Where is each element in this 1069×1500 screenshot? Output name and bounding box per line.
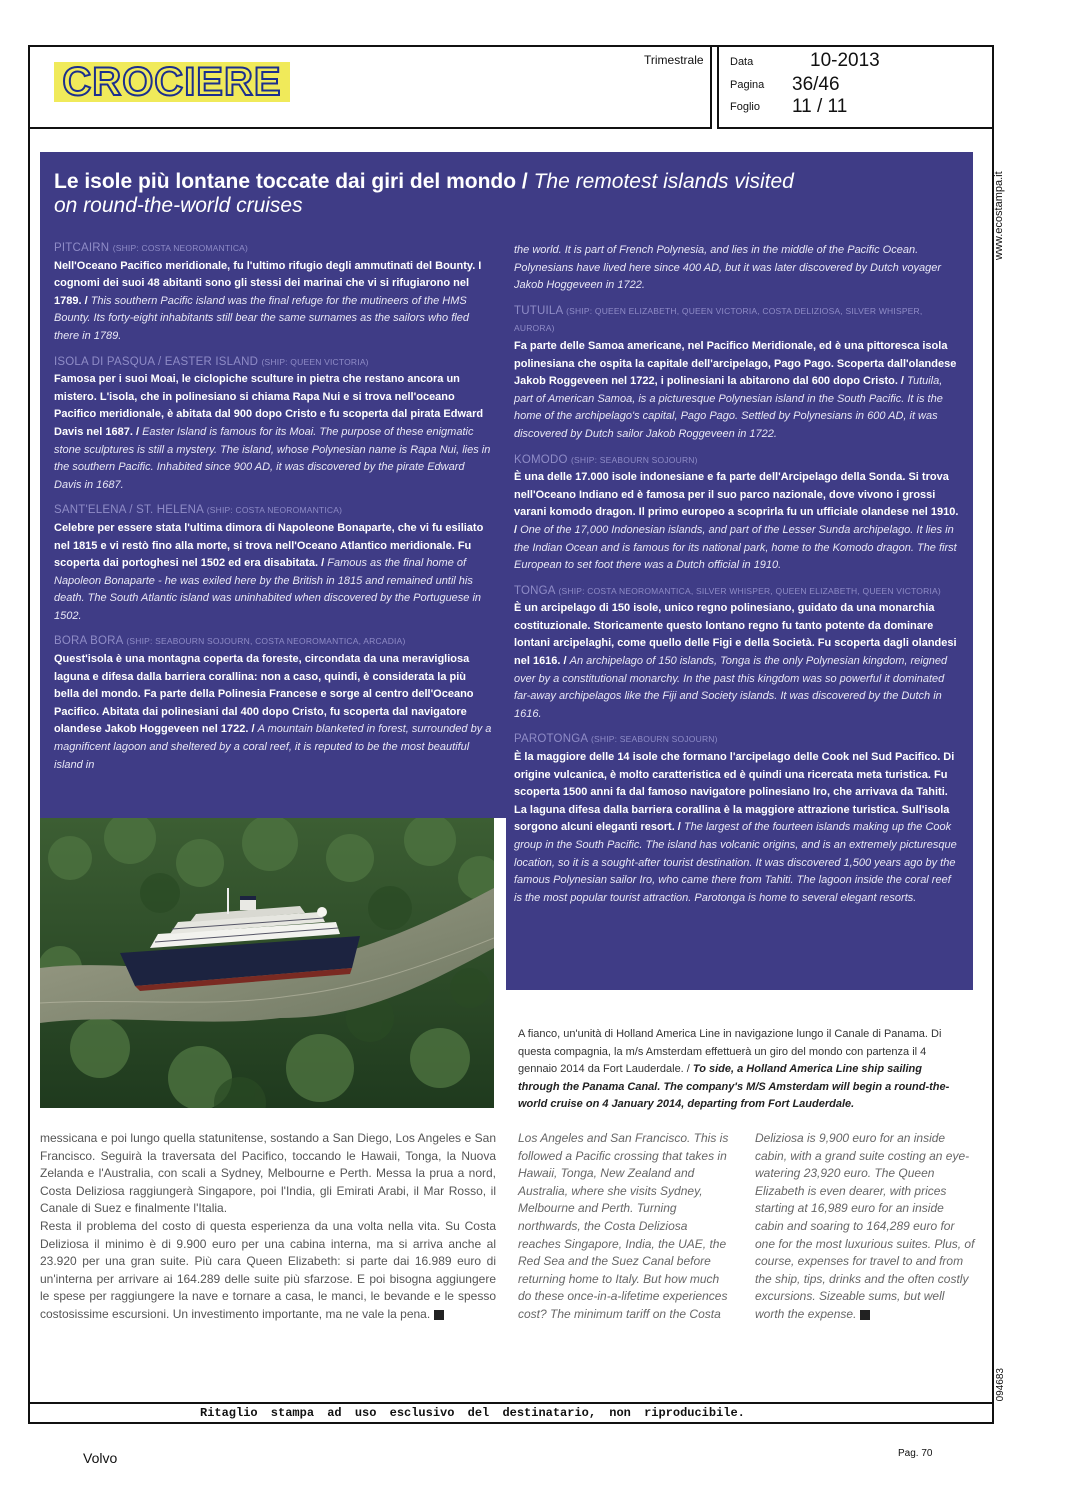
section-heading: BORA BORA (SHIP: SEABOURN SOJOURN, COSTA NEOROMANTICA, ARCADIA)	[54, 635, 406, 648]
footer-divider	[30, 1402, 992, 1404]
cruise-ship-photo	[40, 818, 494, 1108]
section-body: È una delle 17.000 isole indonesiane e fa parte dell'Arcipelago della Sonda. Si trova nell'Oceano Indiano ed è famosa per il suo parco nazionale, dove vivono i grossi varani komodo dragon. Il primo europeo a scoprirla fu un ufficiale olandese nel 1910. / One of the 17,000 Indonesian islands, and part of the Lesser Sunda archipelago. It lies in the Indian Ocean and is famous for its national park, home to the Komodo dragon. The first European to set foot there was a Dutch official in 1910.	[514, 471, 959, 572]
end-mark-icon	[434, 1310, 444, 1320]
section-heading: SANT'ELENA / ST. HELENA (SHIP: COSTA NEOROMANTICA)	[54, 504, 343, 517]
section-body: Famosa per i suoi Moai, le ciclopiche sculture in pietra che restano ancora un mistero. L'isola, che in polinesiano si chiama Rapa Nui e si trova nell'oceano Pacifico meridionale, è abitata dal 900 dopo Cristo e fu scoperta dal pirata Edward Davis nel 1687. / Easter Island is famous for its Moai. The purpose of these enigmatic stone sculptures is still a mystery. The island, whose Polynesian name is Rapa Nui, lies in the southern Pacific. Inhabited since 900 AD, it was discovered by the pirate Edward Davis in 1687.	[54, 373, 491, 491]
ecostampa-url: www.ecostampa.it	[993, 171, 1005, 260]
foglio-label: Foglio	[730, 101, 760, 113]
data-value: 10-2013	[810, 50, 880, 71]
data-label: Data	[730, 56, 754, 68]
foglio-value: 11 / 11	[792, 96, 848, 117]
feature-title: Le isole più lontane toccate dai giri del mondo / The remotest islands visited	[54, 170, 794, 193]
end-mark-icon	[860, 1310, 870, 1320]
section-body: Fa parte delle Samoa americane, nel Pacifico Meridionale, ed è una pittoresca isola polinesiana che ospita la capitale dell'arcipelago, Pago Pago. Scoperta dall'olandese Jakob Roggeveen nel 1722, i polinesiani la abitarono dal 600 dopo Cristo. / Tutuila, part of American Samoa, is a picturesque Polynesian island in the South Pacific. It is the home of the archipelago's capital, Pago Pago. Settled by Polynesians in 600 AD, it was discovered by Dutch sailor Jakob Roggeveen in 1722.	[514, 339, 957, 440]
section-body-continued: the world. It is part of French Polynesia, and lies in the middle of the Pacific Ocean. Polynesians have lived here since 400 AD, but it was later discovered by Dutch voyager Jakob Hoggeveen in 1722.	[514, 244, 941, 292]
section-body: È un arcipelago di 150 isole, unico regno polinesiano, guidato da una monarchia costituzionale. Storicamente questo lontano regno fu tanto potente da dominare lontani arcipelaghi, come quello delle Figi e della Società. Fu scoperta dagli olandesi nel 1616. / An archipelago of 150 islands, Tonga is the only Polynesian kingdom, reigned over by a constitutional monarchy. In the past this kingdom was so powerful it dominated far-away archipelagos like the Fiji and Society islands. It was discovered by the Dutch in 1616.	[514, 602, 957, 720]
section-body: Celebre per essere stata l'ultima dimora di Napoleone Bonaparte, che vi fu esiliato nel 1815 e vi restò fino alla morte, si trova nell'Oceano Atlantico meridionale. Fu scoperta dai portoghesi nel 1502 ed era disabitata. / Famous as the final home of Napoleon Bonaparte - he was exiled here by the British in 1815 and remained until his death. The South Atlantic island was uninhabited when discovered by the Portuguese in 1502.	[54, 521, 484, 622]
pagina-label: Pagina	[730, 79, 765, 91]
section-heading: KOMODO (SHIP: SEABOURN SOJOURN)	[514, 453, 698, 466]
client-name: Volvo	[83, 1450, 118, 1466]
section-heading: TONGA (SHIP: COSTA NEOROMANTICA, SILVER WHISPER, QUEEN ELIZABETH, QUEEN VICTORIA)	[514, 584, 941, 597]
pagina-value: 36/46	[792, 74, 840, 95]
feature-title-en: on round-the-world cruises	[54, 194, 303, 217]
article-body-english-1: Los Angeles and San Francisco. This is followed a Pacific crossing that takes in Hawaii, Tonga, New Zealand and Australia, where she visits Sydney, Melbourne and Perth. Turning northwards, the Costa Deliziosa reaches Singapore, India, the UAE, the Red Sea and the Suez Canal before returning home to Italy. But how much do these once-in-a-lifetime experiences cost? The minimum tariff on the Costa	[518, 1131, 729, 1321]
page-number: Pag. 70	[898, 1448, 933, 1459]
panel-left-column	[54, 240, 494, 774]
section-heading: TUTUILA (SHIP: QUEEN ELIZABETH, QUEEN VICTORIA, COSTA DELIZIOSA, SILVER WHISPER, AURORA)	[514, 304, 923, 334]
article-body-english-2: Deliziosa is 9,900 euro for an inside cabin, with a grand suite costing an eye-watering 23,920 euro. The Queen Elizabeth is even dearer, with prices starting at 16,989 euro for an inside cabin and soaring to 164,289 euro for one for the most luxurious suites. Plus, of course, expenses for travel to and from the ship, tips, drinks and the often costly excursions. Sizeable sums, but well worth the expense.	[755, 1131, 975, 1321]
section-body: Nell'Oceano Pacifico meridionale, fu l'ultimo rifugio degli ammutinati del Bounty. I cognomi dei suoi 48 abitanti sono gli stessi dei marinai che vi si rifugiarono nel 1789. / This southern Pacific island was the final refuge for the mutineers of the HMS Bounty. Its forty-eight inhabitants still bear the same surnames as the sailors who fled there in 1789.	[54, 259, 482, 342]
section-body: È la maggiore delle 14 isole che formano l'arcipelago delle Cook nel Sud Pacifico. Di origine vulcanica, è molto caratteristica ed è quindi una ricercata meta turistica. Fu scoperta 1500 anni fa dal famoso navigatore polinesiano Iro, che arrivava da Tahiti. La laguna difesa dalla barriera corallina è la maggiore attrazione turistica. Sull'isola sorgono alcuni eleganti resort. / The largest of the fourteen islands making up the Cook group in the South Pacific. The island has volcanic origins, and is an extremely picturesque location, so it is a sought-after tourist destination. It was discovered 1,500 years ago by the famous Polynesian sailor Iro, who came there from Tahiti. The lagoon inside the coral reef is the most popular tourist attraction. Parotonga is home to several elegant resorts.	[514, 751, 957, 904]
article-body-italian: messicana e poi lungo quella statunitense, sostando a San Diego, Los Angeles e San Francisco. Seguirà la traversata del Pacifico, toccando le Hawaii, Tonga, la Nuova Zelanda e l'Australia, con scali a Sydney, Melbourne e Perth. Messa la prua a nord, Costa Deliziosa raggiungerà Singapore, poi l'India, gli Emirati Arabi, il Mar Rosso, il Canale di Suez e finalmente l'Italia. Resta il problema del costo di questa esperienza da una volta nella vita. Su Costa Deliziosa il minimo è di 9.900 euro per una cabina interna, ma si arriva anche al 23.920 per una gran suite. Più cara Queen Elizabeth: si parte dai 16.989 euro di un'interna per arrivare ai 164.289 delle suite più sfarzose. E poi bisogna aggiungere le spese per raggiungere la nave e tornare a casa, le manci, le bevande e le spesso costosissime escursioni. Un investimento importante, ma ne vale la pena.	[40, 1131, 496, 1321]
section-body: Quest'isola è una montagna coperta da foreste, circondata da una meravigliosa laguna e difesa dalla barriera corallina: non a caso, quindi, è considerata la più bella del mondo. Fa parte della Polinesia Francese e sorge al centro dell'Oceano Pacifico. Abitata dai polinesiani dal 400 dopo Cristo, fu scoperta dal navigatore olandese Jakob Hoggeveen nel 1722. / A mountain blanketed in forest, surrounded by a magnificent lagoon and sheltered by a coral reef, it is reputed to be the most beautiful island in	[54, 653, 492, 771]
reproduction-notice: Ritaglio stampa ad uso esclusivo del destinatario, non riproducibile.	[200, 1406, 745, 1420]
section-heading: PAROTONGA (SHIP: SEABOURN SOJOURN)	[514, 733, 718, 746]
section-heading: PITCAIRN (SHIP: COSTA NEOROMANTICA)	[54, 242, 249, 254]
section-heading: ISOLA DI PASQUA / EASTER ISLAND (SHIP: QUEEN VICTORIA)	[54, 355, 369, 368]
frequency-label: Trimestrale	[644, 53, 704, 67]
ship-canal-illustration	[40, 818, 494, 1108]
panel-right-column	[514, 242, 960, 907]
magazine-logo: CROCIERE	[54, 62, 290, 102]
photo-caption: A fianco, un'unità di Holland America Line in navigazione lungo il Canale di Panama. Di questa compagnia, la m/s Amsterdam effettuerà un giro del mondo con partenza il 4 gennaio 2014 da Fort Lauderdale. / To side, a Holland America Line ship sailing through the Panama Canal. The company's M/S Amsterdam will begin a round-the-world cruise on 4 January 2014, departing from Fort Lauderdale.	[518, 1028, 950, 1110]
clipping-code: 094683	[995, 1368, 1006, 1402]
